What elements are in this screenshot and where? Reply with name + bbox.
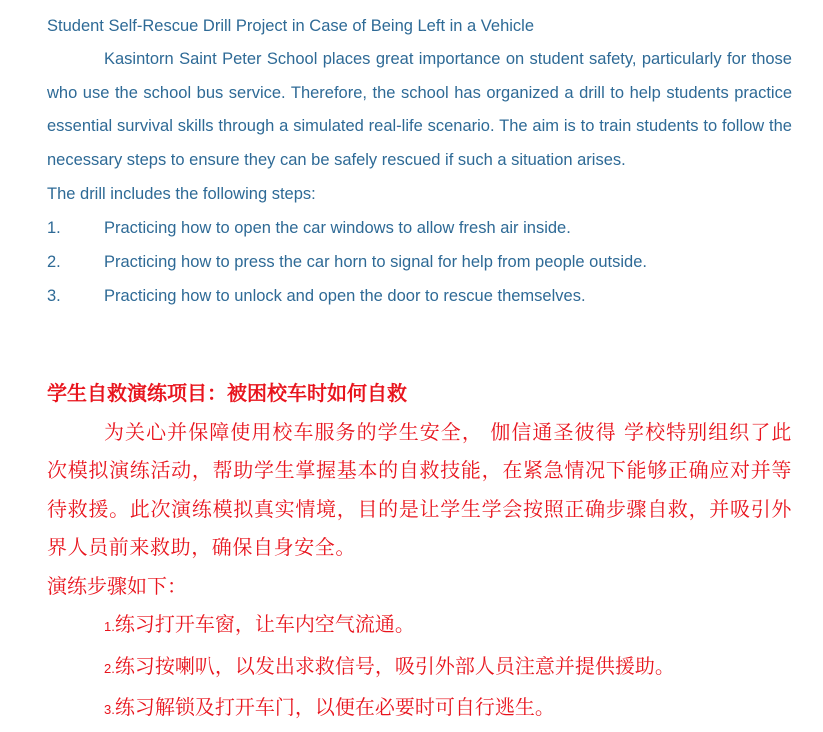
step-number: 2. [47,253,61,272]
english-step-3 [47,279,792,313]
step-text: 练习打开车窗，让车内空气流通。 [114,612,415,636]
step-text: 练习按喇叭，以发出求救信号，吸引外部人员注意并提供援助。 [114,653,675,678]
chinese-title: 学生自救演练项目：被困校车时如何自救 [47,381,407,405]
step-text: Practicing how to open the car windows to allow fresh air inside. [104,219,571,238]
document-page [47,10,792,719]
step-number: 3. [47,287,61,306]
step-number: 1. [104,619,115,634]
step-number: 2. [104,660,115,676]
english-title: Student Self-Rescue Drill Project in Case of Being Left in a Vehicle [47,17,535,35]
chinese-paragraph: 为关心并保障使用校车服务的学生安全， 伽信通圣彼得 学校特别组织了此次模拟演练活动，帮助学生掌握基本的自救技能，在紧急情况下能够正确应对并等待救援。此次演练模拟真实情境，目的是让学生学会按照正确步骤自救，并吸引外界人员前来救助，确保自身安全。 [47,419,792,559]
chinese-step-3 [47,688,792,730]
english-steps-intro: The drill includes the following steps: [47,184,316,203]
chinese-section [47,374,792,730]
chinese-step-1 [47,605,792,647]
chinese-steps-intro: 演练步骤如下： [47,573,187,598]
english-step-1 [47,211,792,245]
step-number: 3. [104,702,115,717]
step-text: Practicing how to unlock and open the door to rescue themselves. [104,287,586,306]
english-section [47,10,792,313]
chinese-step-2 [47,647,792,689]
step-number: 1. [47,219,61,238]
english-step-2 [47,245,792,279]
english-paragraph: Kasintorn Saint Peter School places great importance on student safety, particularly for those who use the school bus service. Therefore, the school has organized a drill to help students practice essential survival skills through a simulated real-life scenario. The aim is to train students to follow the necessary steps to ensure they can be safely rescued if such a situation arises. [47,50,792,170]
step-text: 练习解锁及打开车门，以便在必要时可自行逃生。 [114,695,555,719]
step-text: Practicing how to press the car horn to signal for help from people outside. [104,253,647,272]
